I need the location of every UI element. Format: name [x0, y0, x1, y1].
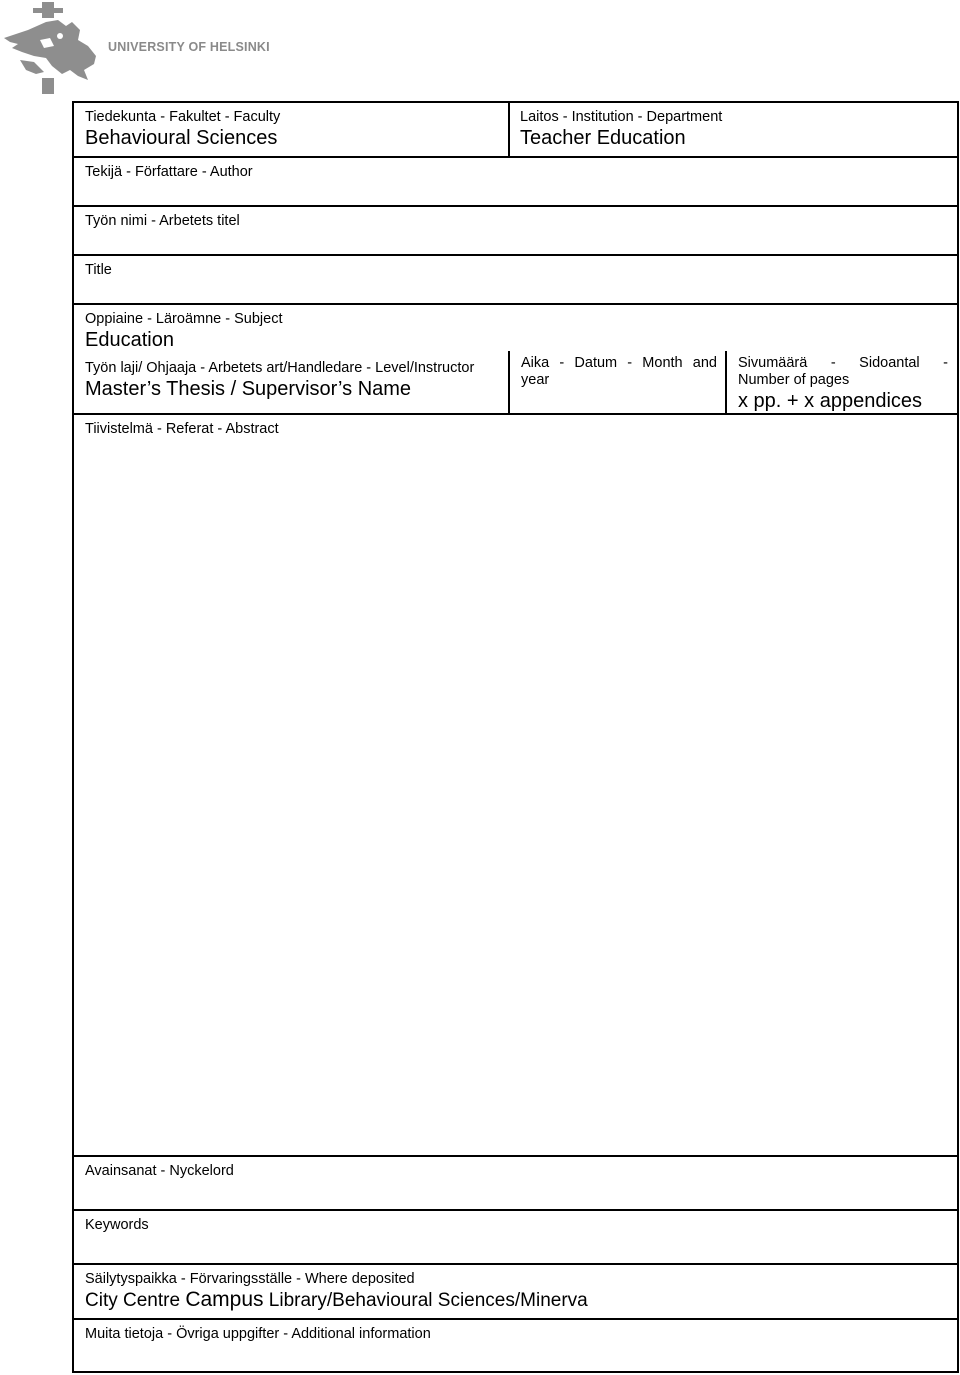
faculty-cell	[85, 109, 500, 150]
date-cell	[521, 355, 717, 389]
university-logo	[0, 0, 270, 96]
title-label: Title	[85, 262, 112, 278]
pages-cell	[738, 355, 948, 413]
row-divider	[74, 1263, 957, 1265]
abstract-label: Tiivistelmä - Referat - Abstract	[85, 421, 279, 437]
level-value: Master’s Thesis / Supervisor’s Name	[85, 378, 412, 400]
university-seal-icon	[0, 0, 110, 96]
level-label: Työn laji/ Ohjaaja - Arbetets art/Handledare - Level/Instructor	[85, 360, 475, 376]
row-divider	[74, 1318, 957, 1320]
department-value: Teacher Education	[520, 127, 686, 149]
row-divider	[74, 254, 957, 256]
column-divider	[508, 103, 510, 156]
row-divider	[74, 303, 957, 305]
deposited-value-part1: City Centre	[85, 1290, 186, 1311]
keywords-native-label: Avainsanat - Nyckelord	[85, 1163, 234, 1179]
row-divider	[74, 1209, 957, 1211]
row-divider	[74, 156, 957, 158]
column-divider	[725, 351, 727, 413]
deposited-cell	[85, 1271, 945, 1313]
date-label-line2: year	[521, 372, 550, 388]
author-cell	[85, 164, 945, 181]
pages-label-line2: Number of pages	[738, 372, 850, 388]
row-divider	[74, 413, 957, 415]
subject-cell	[85, 311, 945, 352]
pages-value: x pp. + x appendices	[738, 390, 923, 412]
author-label: Tekijä - Författare - Author	[85, 164, 253, 180]
row-divider	[74, 205, 957, 207]
level-cell	[85, 360, 503, 401]
faculty-label: Tiedekunta - Fakultet - Faculty	[85, 109, 281, 125]
pages-label-line1: Sivumäärä - Sidoantal -	[738, 355, 948, 371]
department-cell	[520, 109, 950, 150]
department-label: Laitos - Institution - Department	[520, 109, 723, 125]
date-label-line1: Aika - Datum - Month and	[521, 355, 717, 371]
deposited-value	[85, 1288, 945, 1313]
keywords-cell	[85, 1217, 945, 1234]
deposited-label: Säilytyspaikka - Förvaringsställe - Where deposited	[85, 1271, 415, 1287]
abstract-cell	[85, 421, 945, 438]
work-title-label: Työn nimi - Arbetets titel	[85, 213, 240, 229]
column-divider	[508, 351, 510, 413]
subject-label: Oppiaine - Läroämne - Subject	[85, 311, 283, 327]
row-divider	[74, 1155, 957, 1157]
additional-cell	[85, 1326, 945, 1343]
abstract-form	[72, 101, 959, 1373]
additional-label: Muita tietoja - Övriga uppgifter - Additional information	[85, 1326, 431, 1342]
university-logo-text: UNIVERSITY OF HELSINKI	[108, 40, 270, 54]
work-title-cell	[85, 213, 945, 230]
subject-value: Education	[85, 329, 174, 351]
faculty-value: Behavioural Sciences	[85, 127, 278, 149]
title-cell	[85, 262, 945, 279]
deposited-value-part2: Campus	[185, 1288, 264, 1311]
keywords-label: Keywords	[85, 1217, 149, 1233]
deposited-value-part3: Library/Behavioural Sciences/Minerva	[263, 1290, 588, 1311]
keywords-native-cell	[85, 1163, 945, 1180]
